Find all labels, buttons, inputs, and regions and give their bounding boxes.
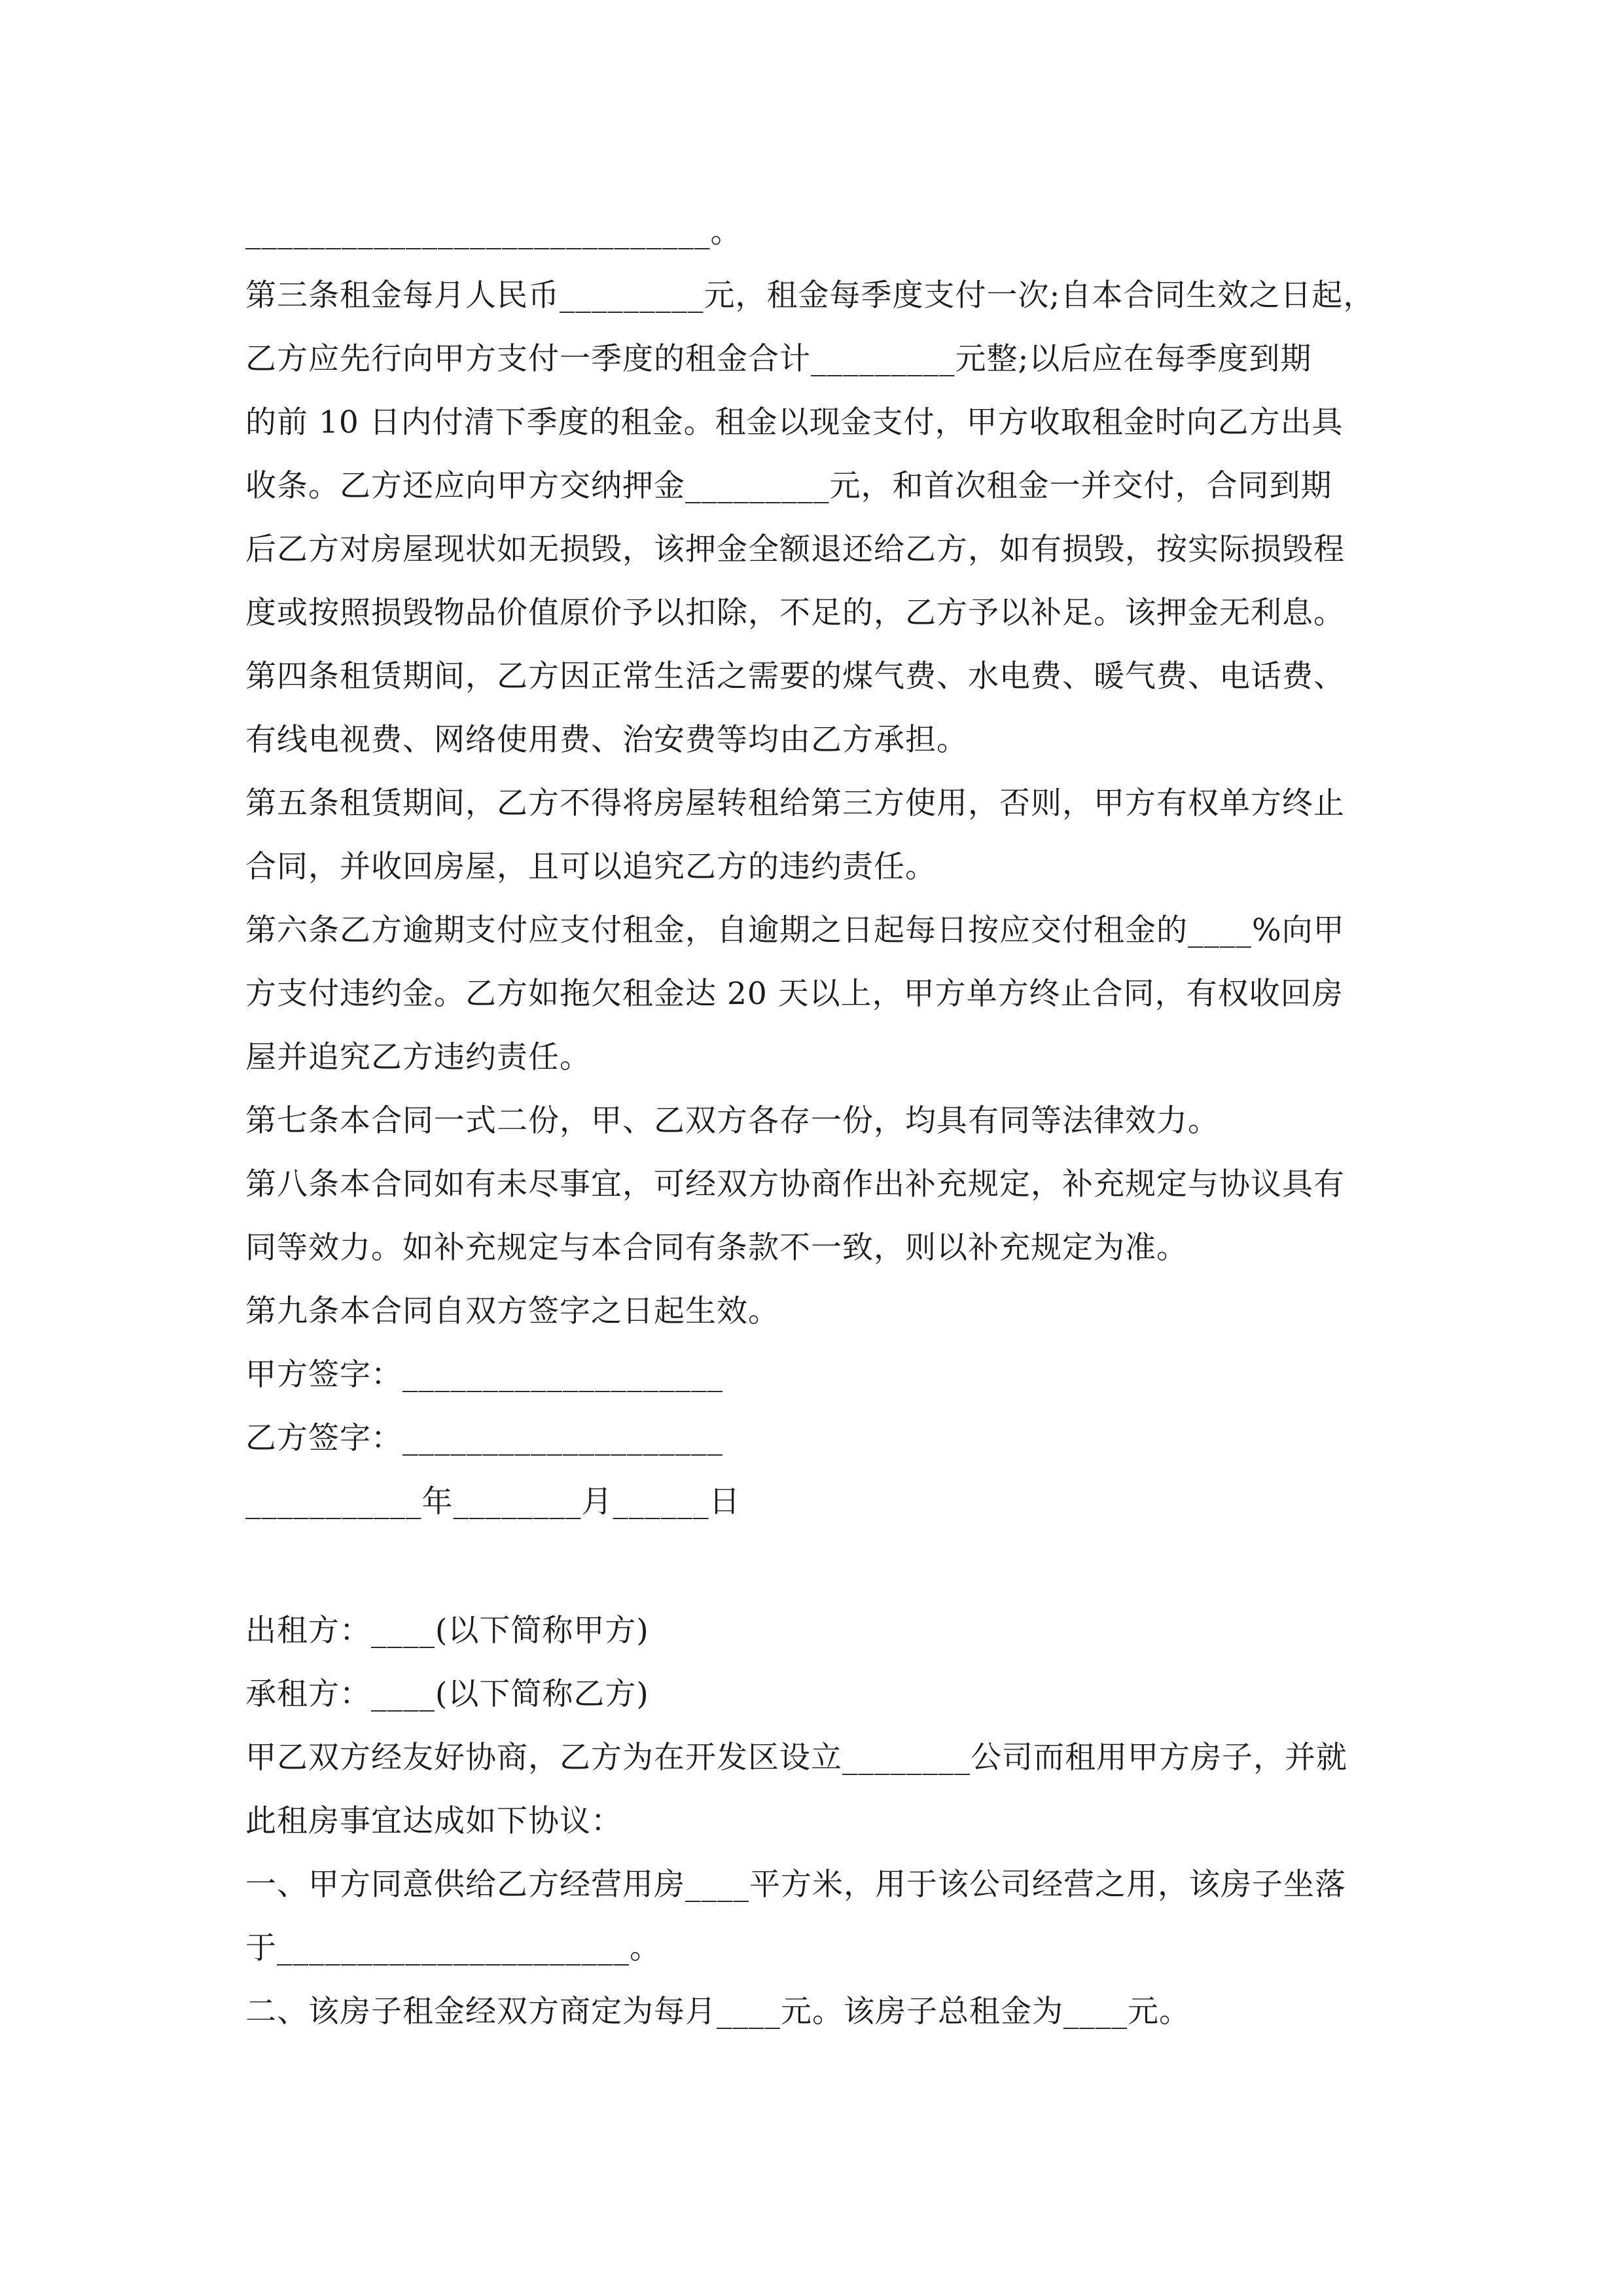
text-line: 第八条本合同如有未尽事宜，可经双方协商作出补充规定，补充规定与协议具有	[245, 1166, 1345, 1202]
text-line: 方支付违约金。乙方如拖欠租金达 20 天以上，甲方单方终止合同，有权收回房	[245, 976, 1344, 1012]
signature-line-party-b: 乙方签字：____________________	[245, 1420, 723, 1456]
date-line: ___________年________月______日	[245, 1484, 741, 1520]
text-line: 合同，并收回房屋，且可以追究乙方的违约责任。	[245, 849, 936, 885]
text-line: 收条。乙方还应向甲方交纳押金_________元，和首次租金一并交付，合同到期	[245, 468, 1332, 504]
text-line: 后乙方对房屋现状如无损毁，该押金全额退还给乙方，如有损毁，按实际损毁程	[245, 531, 1345, 567]
text-line: 此租房事宜达成如下协议：	[245, 1803, 622, 1839]
text-line: 的前 10 日内付清下季度的租金。租金以现金支付，甲方收取租金时向乙方出具	[245, 404, 1344, 440]
text-line: 第三条租金每月人民币_________元，租金每季度支付一次;自本合同生效之日起，	[245, 278, 1375, 314]
text-line: 于______________________。	[245, 1930, 661, 1966]
text-line: 屋并追究乙方违约责任。	[245, 1039, 591, 1075]
text-line: _____________________________。	[245, 214, 742, 250]
text-line: 第九条本合同自双方签字之日起生效。	[245, 1293, 779, 1329]
lessor-line: 出租方：____(以下简称甲方)	[245, 1613, 649, 1649]
text-line: 第七条本合同一式二份，甲、乙双方各存一份，均具有同等法律效力。	[245, 1103, 1219, 1139]
text-line: 度或按照损毁物品价值原价予以扣除，不足的，乙方予以补足。该押金无利息。	[245, 595, 1345, 631]
text-line: 甲乙双方经友好协商，乙方为在开发区设立________公司而租用甲方房子，并就	[245, 1740, 1347, 1776]
text-line: 第四条租赁期间，乙方因正常生活之需要的煤气费、水电费、暖气费、电话费、	[245, 658, 1345, 694]
text-line: 同等效力。如补充规定与本合同有条款不一致，则以补充规定为准。	[245, 1230, 1188, 1266]
text-line: 第六条乙方逾期支付应支付租金，自逾期之日起每日按应交付租金的____%向甲	[245, 912, 1345, 948]
text-line: 第五条租赁期间，乙方不得将房屋转租给第三方使用，否则，甲方有权单方终止	[245, 785, 1345, 821]
lessee-line: 承租方：____(以下简称乙方)	[245, 1676, 649, 1712]
text-line: 二、该房子租金经双方商定为每月____元。该房子总租金为____元。	[245, 1994, 1190, 2030]
text-line: 乙方应先行向甲方支付一季度的租金合计_________元整;以后应在每季度到期	[245, 341, 1312, 377]
text-line: 有线电视费、网络使用费、治安费等均由乙方承担。	[245, 722, 968, 758]
signature-line-party-a: 甲方签字：____________________	[245, 1357, 723, 1393]
text-line: 一、甲方同意供给乙方经营用房____平方米，用于该公司经营之用，该房子坐落	[245, 1867, 1346, 1903]
